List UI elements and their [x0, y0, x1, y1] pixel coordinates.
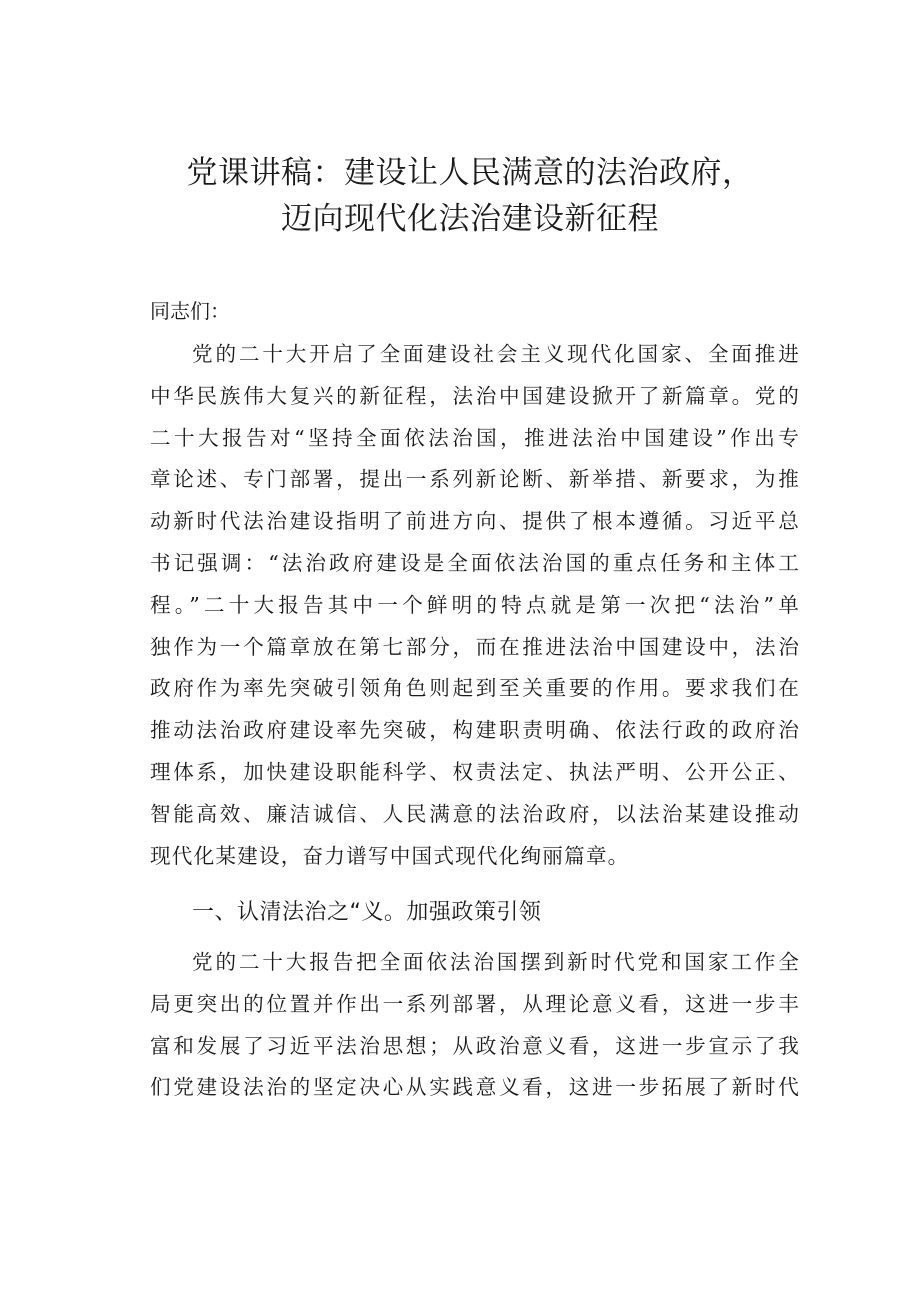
paragraph-line: 程。”二十大报告其中一个鲜明的特点就是第一次把“法治”单	[150, 592, 800, 617]
paragraph-line: 理体系，加快建设职能科学、权责法定、执法严明、公开公正、	[150, 759, 800, 784]
paragraph-line: 们党建设法治的坚定决心从实践意义看，这进一步拓展了新时代	[150, 1075, 800, 1100]
paragraph-1	[150, 334, 800, 877]
paragraph-2	[150, 942, 800, 1109]
salutation: 同志们：	[150, 299, 230, 323]
paragraph-line: 独作为一个篇章放在第七部分，而在推进法治中国建设中，法治	[150, 634, 800, 659]
paragraph-line: 推动法治政府建设率先突破，构建职责明确、依法行政的政府治	[150, 718, 800, 743]
paragraph-line: 动新时代法治建设指明了前进方向、提供了根本遵循。习近平总	[150, 509, 800, 534]
title-line-1: 党课讲稿：建设让人民满意的法治政府，	[186, 155, 754, 191]
paragraph-line: 政府作为率先突破引领角色则起到至关重要的作用。要求我们在	[150, 676, 800, 701]
paragraph-line: 章论述、专门部署，提出一系列新论断、新举措、新要求，为推	[150, 467, 800, 492]
document-title	[140, 150, 800, 242]
paragraph-line: 局更突出的位置并作出一系列部署，从理论意义看，这进一步丰	[150, 991, 800, 1016]
paragraph-line: 智能高效、廉洁诚信、人民满意的法治政府，以法治某建设推动	[150, 801, 800, 826]
paragraph-line: 富和发展了习近平法治思想；从政治意义看，这进一步宣示了我	[150, 1033, 800, 1058]
paragraph-line: 现代化某建设，奋力谱写中国式现代化绚丽篇章。	[150, 843, 630, 868]
paragraph-line: 党的二十大报告把全面依法治国摆到新时代党和国家工作全	[192, 950, 800, 974]
paragraph-line: 书记强调：“法治政府建设是全面依法治国的重点任务和主体工	[150, 550, 800, 575]
paragraph-line: 中华民族伟大复兴的新征程，法治中国建设掀开了新篇章。党的	[150, 383, 800, 408]
section-1-heading: 一、认清法治之“义。加强政策引领	[192, 900, 542, 925]
paragraph-line: 党的二十大开启了全面建设社会主义现代化国家、全面推进	[192, 342, 800, 366]
paragraph-line: 二十大报告对“坚持全面依法治国，推进法治中国建设”作出专	[150, 425, 800, 450]
title-line-2: 迈向现代化法治建设新征程	[281, 201, 659, 237]
